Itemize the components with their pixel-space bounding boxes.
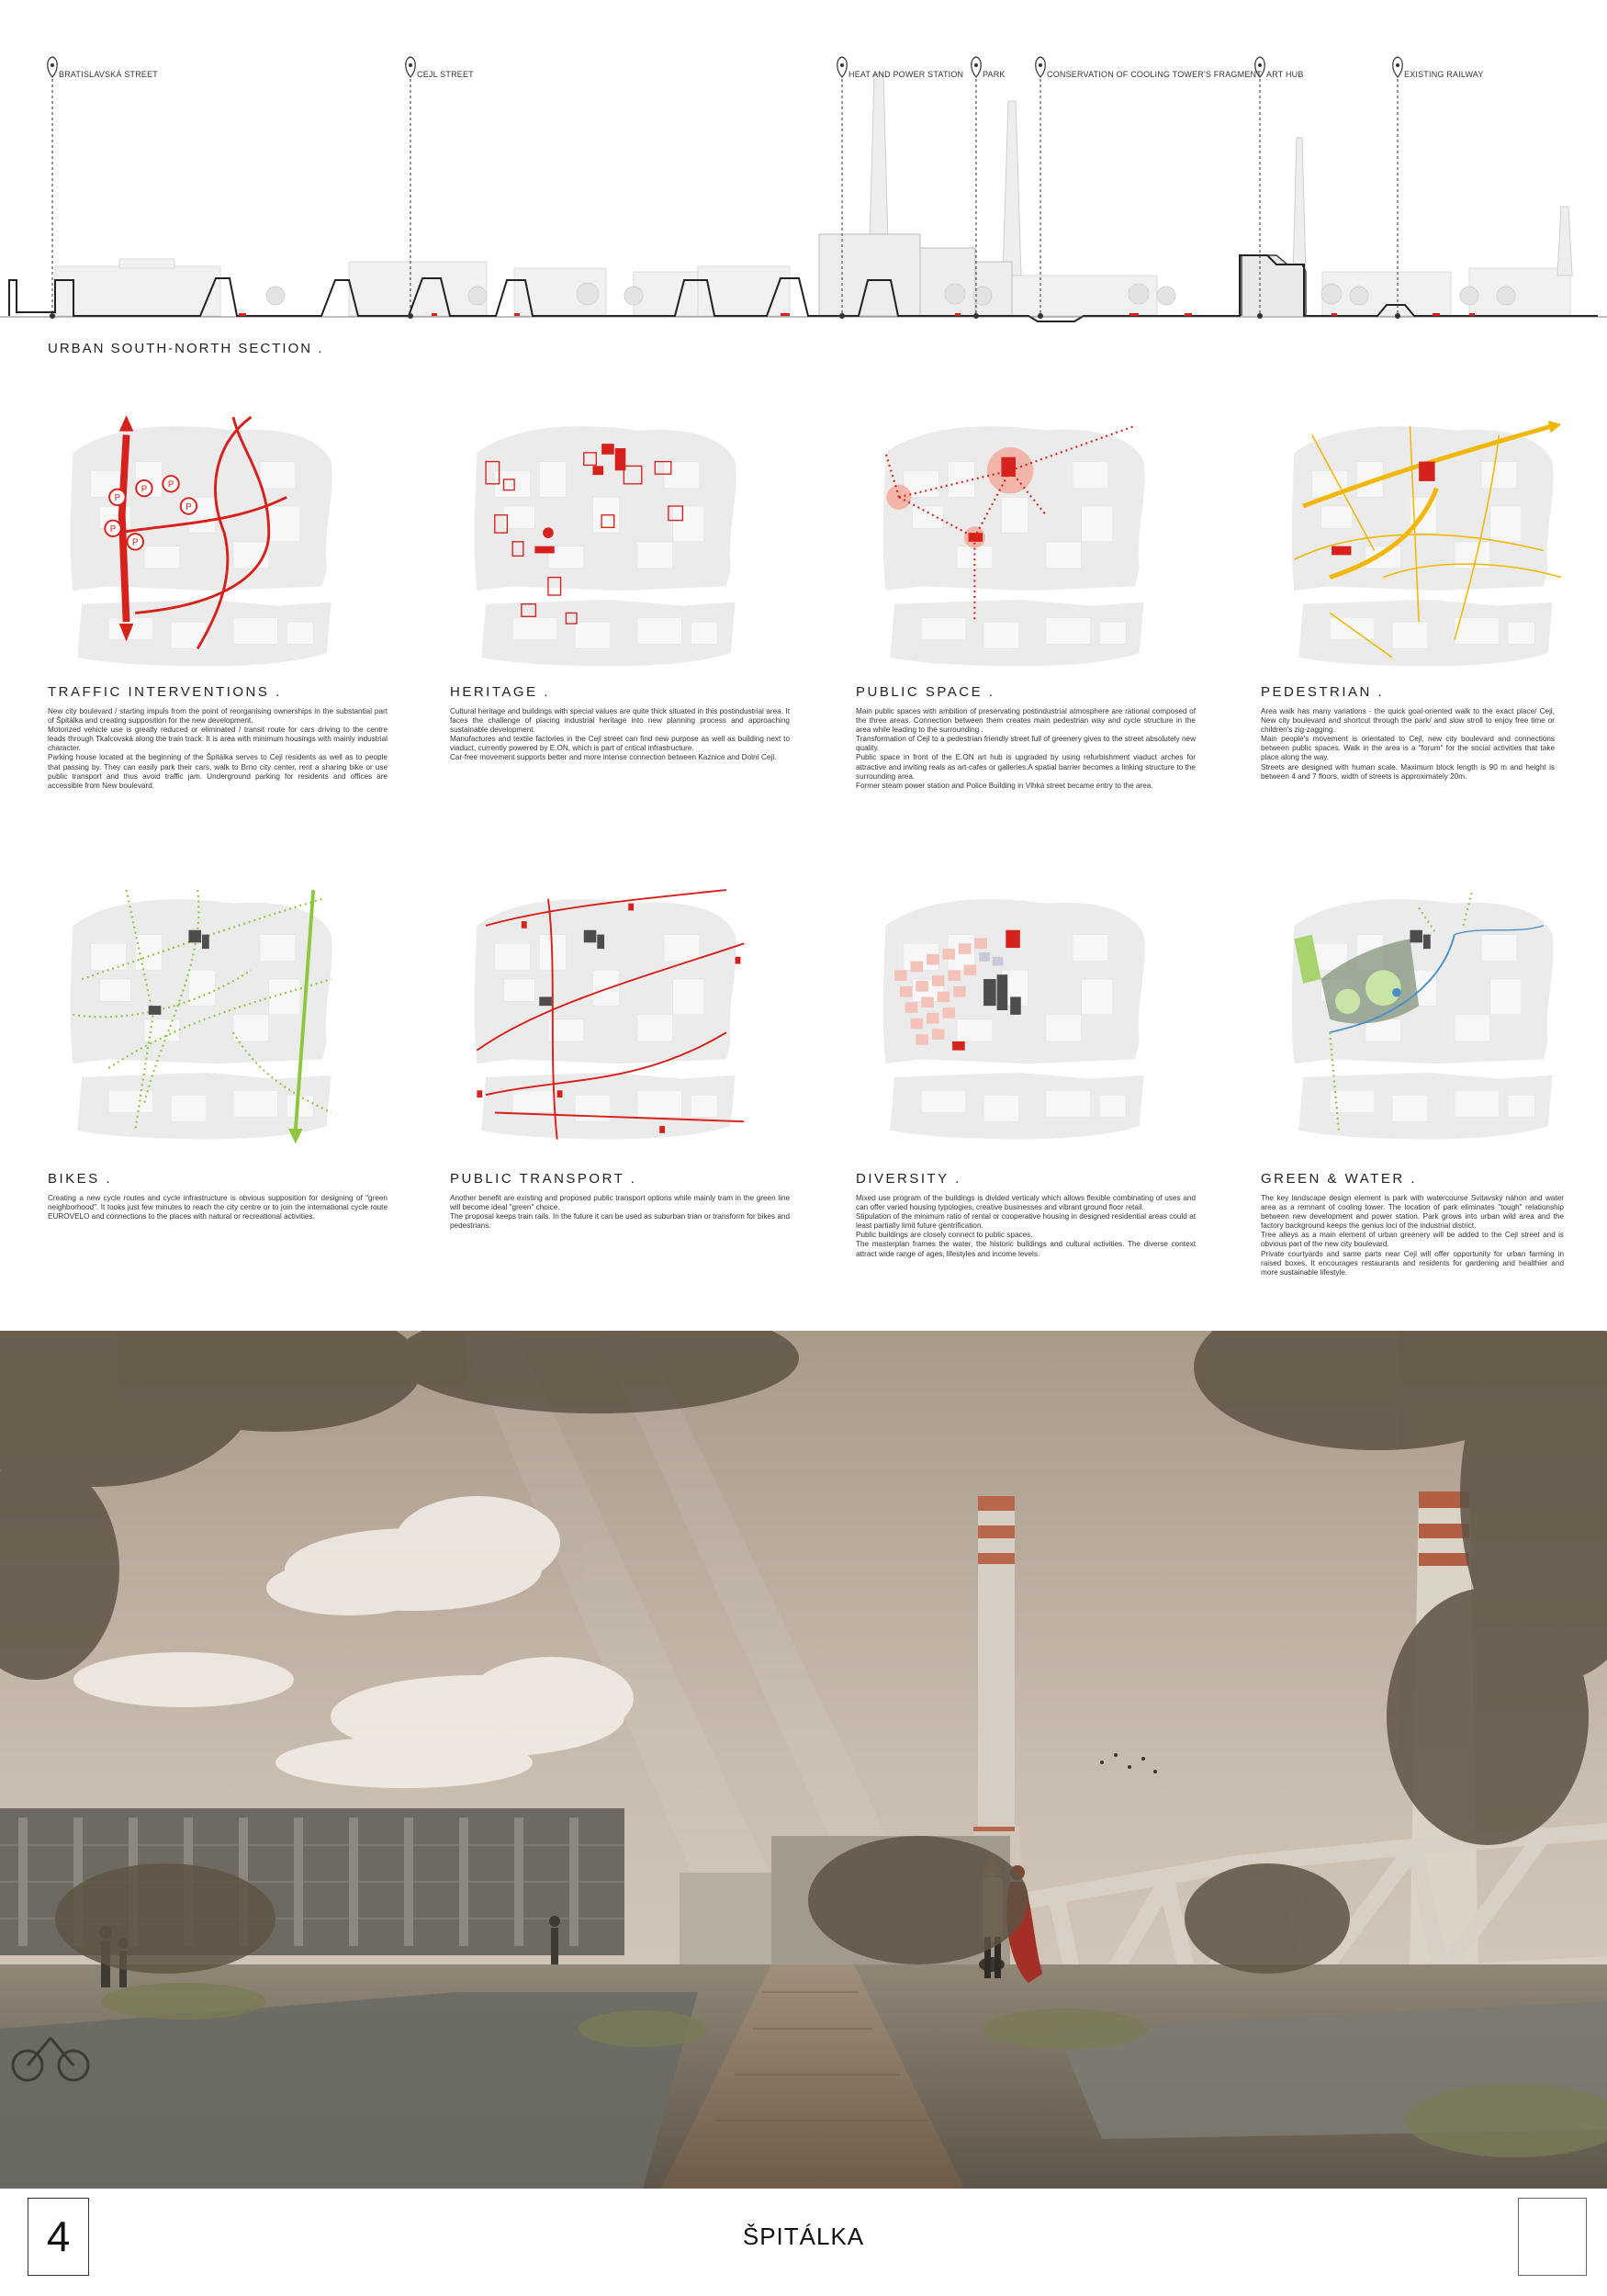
panel-title-bikes: BIKES . [48,1171,113,1187]
panel-text-public-space: Main public spaces with ambition of preservating postindustrial atmosphere are rational composed of the three areas. Connection between them creates main pedestrian way and cycle structure in the area while leading to the surrounding . Transformation of Cejl to a pedestrian friendly street full of greenery gives to the street absolutely new quality. Public space in front of the E.ON art hub is upgraded by using refurbishment viaduct arches for attractive and inviting reals as art-cafes or galleries.A spatial barrier becomes a linking structure to the surrounding area. Former steam power station and Police Building in Vlhká street became entry to the area. [856,707,1196,790]
panel-title-public-space: PUBLIC SPACE . [856,684,995,700]
marker-bratislavska-street: BRATISLAVSKÁ STREET [59,70,158,79]
panel-text-traffic: New city boulevard / starting impuls from the point of reorganising ownerships in the substantial part of Špitálka and creating supposition for the new development. Motorized vehicle use is greatly reduced or eliminated / transit route for cars driving to the centre leads through Tkalcovská along the train track. It is area with minimum housings with mainly industrial character. Parking house located at the beginning of the Špitálka serves to Cejl residents as well as to people that passing by. They can easily park their cars, walk to Brno city center, rent a sharing bike or use public transport and thus avoid traffic jam. Underground parking for residents and offices are accessible from New boulevard. [48,707,388,790]
heritage-map [459,395,753,680]
marker-art-hub: ART HUB [1266,70,1304,79]
svg-text:P: P [140,484,148,495]
page-number: 4 [28,2198,89,2276]
svg-text:P: P [167,479,174,490]
section-drawing [0,37,1607,340]
panel-title-heritage: HERITAGE . [450,684,550,700]
section-title: URBAN SOUTH-NORTH SECTION . [48,341,324,356]
panel-title-green-water: GREEN & WATER . [1261,1171,1418,1187]
panel-title-traffic: TRAFFIC INTERVENTIONS . [48,684,282,700]
marker-park: PARK [983,70,1006,79]
stamp-box [1518,2198,1587,2276]
marker-cejl-street: CEJL STREET [417,70,474,79]
marker-existing-railway: EXISTING RAILWAY [1404,70,1484,79]
marker-cooling-tower-fragment: CONSERVATION OF COOLING TOWER'S FRAGMENT [1047,70,1262,79]
panel-title-diversity: DIVERSITY . [856,1171,961,1187]
panel-text-green-water: The key landscape design element is park with watercourse Svitavský náhon and water area as a remnant of cooling tower. The location of park eliminates "tough" relationship between new development and power station. Park grows into urban wild area and the factory background keeps the genius loci of the industrial district. Tree alleys as a main element of urban greenery will be added to the Cejl street and is obvious part of the new city boulevard. Private courtyards and same parts near Cejl will offer opportunity for urban farming in raised boxes. It encourages restaurants and residents for gardening and healthier and more sustainable lifestyle. [1261,1194,1564,1277]
render-visualization [0,1331,1607,2189]
diversity-map [868,868,1162,1153]
pedestrian-map [1276,395,1570,680]
public-transport-map [459,868,753,1153]
panel-title-pedestrian: PEDESTRIAN . [1261,684,1385,700]
panel-text-public-transport: Another benefit are existing and proposed public transport options while mainly tram in the green line will become ideal "green" choice. The proposal keeps train rails. In the future it can be used as suburban trian or transform for bikes and pedestrians. [450,1194,791,1231]
svg-text:P: P [132,537,139,548]
panel-title-public-transport: PUBLIC TRANSPORT . [450,1171,637,1187]
svg-text:P: P [185,501,192,512]
public-space-map [868,395,1162,680]
panel-text-diversity: Mixed use program of the buildings is divided verticaly which allows flexible combinating of uses and can offer varied housing typologies, creative businesses and vibrant ground floor retail. Stipulation of the minimum ratio of rental or cooperative housing in designed residential areas could at least partially limit future gentrification. Public buildings are closely connect to public spaces. The masterplan frames the water, the historic buildings and cultural activities. The diverse context attract wide range of ages, lifestyles and income levels. [856,1194,1196,1258]
traffic-map [55,395,349,680]
panel-text-heritage: Cultural heritage and buildings with special values are quite thick situated in this postindustrial area. It faces the challenge of placing industrial heritage into new planning process and approaching sustainable development. Manufactures and textile factories in the Cejl street can find new purpose as well as building next to viaduct, currently powered by E.ON, which is part of critical infrastructure. Car-free movement supports better and more intense connection between Kaznice and Dolní Cejl. [450,707,790,762]
svg-text:P: P [114,493,121,504]
marker-heat-power-station: HEAT AND POWER STATION [848,70,964,79]
green-water-map [1276,868,1570,1153]
bikes-map [55,868,349,1153]
panel-text-pedestrian: Area walk has many variations - the quick goal-oriented walk to the exact place/ Cejl, New city boulevard and shortcut through the park/ and slow stroll to enjoy free time or children's zig-zagging. Main people's movement is orientated to Cejl, new city boulevard and connections between public spaces. Walk in the area is a "forum" for the social activities that take place along the way. Streets are designed with human scale. Maximum block length is 90 m and height is between 4 and 7 floors, width of streets is approximately 20m. [1261,707,1555,781]
svg-text:P: P [109,524,117,535]
project-title: ŠPITÁLKA [742,2223,865,2250]
panel-text-bikes: Creating a new cycle routes and cycle infrastructure is obvious supposition for designing of "green neighborhood". It tooks just few minutes to reach the city centre or to join the international cycle route EUROVELO and connections to the places with natural or recreational activities. [48,1194,388,1221]
